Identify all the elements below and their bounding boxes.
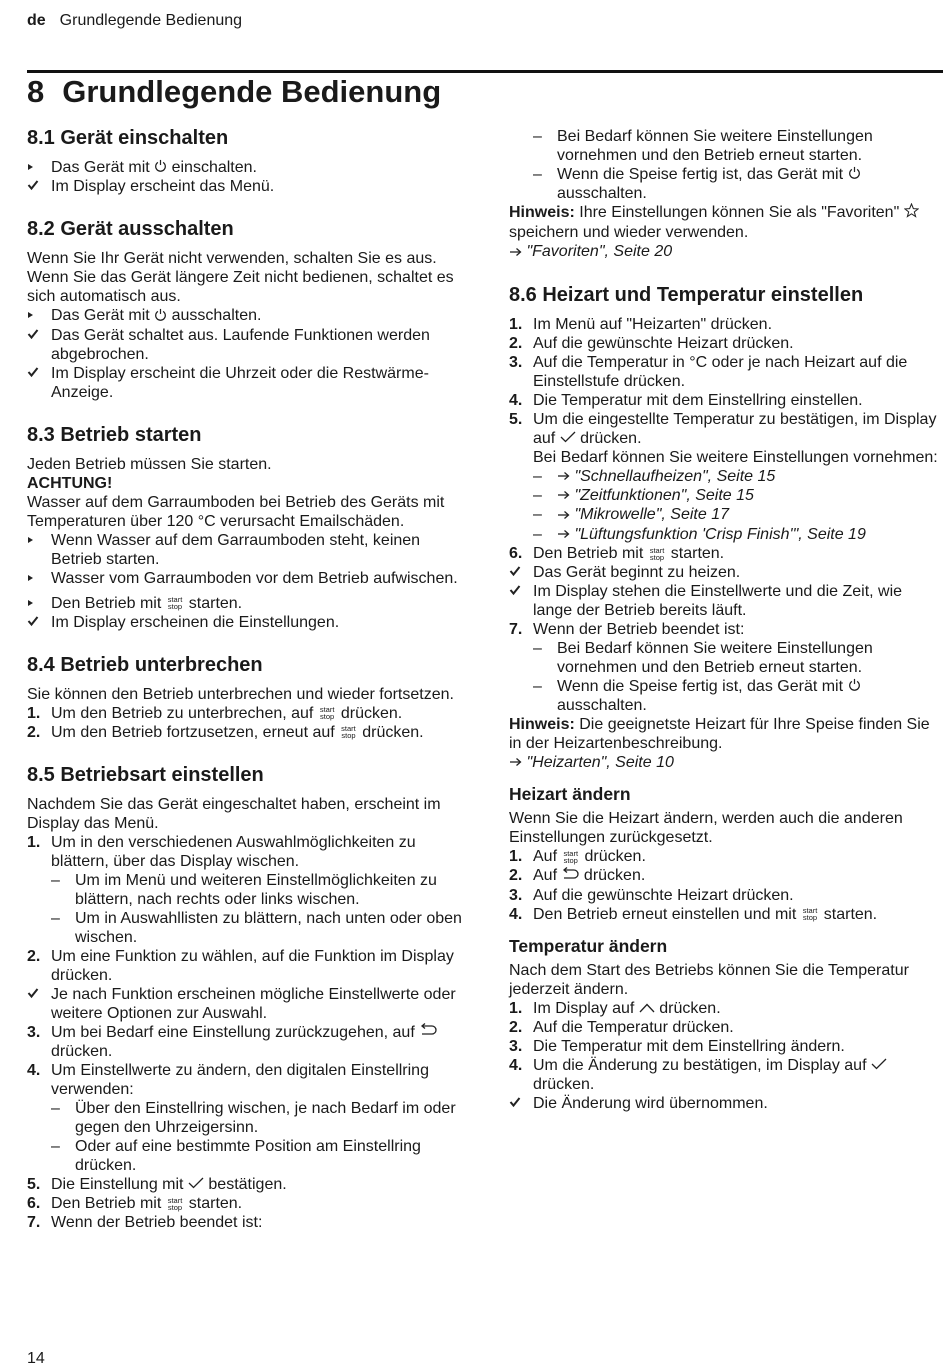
note: Hinweis: Die geeignetste Heizart für Ihre Speise finden Sie in der Heizartenbeschreibung. (509, 716, 930, 753)
numbered-step: 4. Um Einstellwerte zu ändern, den digitalen Einstellring verwenden: (27, 1061, 429, 1098)
header-rule (27, 70, 943, 73)
subsection-temperatur-title: Temperatur ändern (509, 935, 668, 956)
reference-arrow-icon (557, 525, 570, 544)
action-triangle-icon (27, 158, 49, 177)
note: Hinweis: Ihre Einstellungen können Sie als "Favoriten" speichern und wieder verwenden. (509, 203, 945, 242)
sub-step-reference[interactable]: – "Zeitfunktionen", Seite 15 (533, 487, 754, 505)
section-8-6-title: 8.6 Heizart und Temperatur einstellen (509, 283, 864, 306)
result-check-icon (27, 177, 49, 196)
reference-arrow-icon (557, 506, 570, 525)
numbered-step: 6. Den Betrieb mit start stop starten. (27, 1195, 243, 1213)
sub-step: – Um im Menü und weiteren Einstellmöglichkeiten zu blättern, nach rechts oder links wischen. (51, 871, 437, 908)
power-icon (154, 158, 167, 177)
checkmark-icon (560, 429, 576, 448)
page-number: 14 (27, 1350, 45, 1367)
section-8-1-title: 8.1 Gerät einschalten (27, 127, 229, 149)
checkmark-icon (188, 1175, 204, 1194)
numbered-step: 1. Im Menü auf "Heizarten" drücken. (509, 315, 773, 333)
start-stop-icon: start stop (319, 705, 335, 722)
result-check-icon (509, 582, 531, 601)
paragraph: Nach dem Start des Betriebs können Sie die Temperatur jederzeit ändern. (509, 961, 909, 998)
result-check-icon (27, 326, 49, 345)
section-8-3-title: 8.3 Betrieb starten (27, 423, 202, 446)
numbered-step: 2. Auf die gewünschte Heizart drücken. (509, 334, 794, 352)
result-step: Das Gerät beginnt zu heizen. (509, 563, 945, 582)
action-triangle-icon (27, 594, 49, 613)
sub-step: – Über den Einstellring wischen, je nach Bedarf im oder gegen den Uhrzeigersinn. (51, 1099, 456, 1136)
numbered-step: 4. Die Temperatur mit dem Einstellring einstellen. (509, 391, 863, 409)
reference-arrow-icon (557, 486, 570, 505)
chapter-title (27, 74, 441, 110)
action-step: Das Gerät mit ausschalten. (27, 306, 467, 325)
action-step: Den Betrieb mit start stop starten. (27, 594, 467, 613)
action-triangle-icon (27, 531, 49, 550)
warning-text: Wasser auf dem Garraumboden bei Betrieb des Geräts mit Temperaturen über 120 °C verursacht Emailschäden. (27, 493, 445, 530)
section-8-5-title: 8.5 Betriebsart einstellen (27, 763, 264, 786)
paragraph: Nachdem Sie das Gerät eingeschaltet haben, erscheint im Display das Menü. (27, 795, 441, 832)
paragraph: Wenn Sie Ihr Gerät nicht verwenden, schalten Sie es aus. Wenn Sie das Gerät längere Zeit nicht bedienen, schaltet es sich automatisch aus. (27, 250, 454, 306)
action-triangle-icon (27, 306, 49, 325)
numbered-step: 2. Auf drücken. (509, 867, 646, 885)
left-column (27, 126, 467, 1232)
power-icon (154, 307, 167, 326)
numbered-step: 2. Auf die Temperatur drücken. (509, 1018, 734, 1036)
numbered-step: 1. Im Display auf drücken. (509, 999, 721, 1017)
result-check-icon (27, 613, 49, 632)
paragraph: Wenn Sie die Heizart ändern, werden auch die anderen Einstellungen zurückgesetzt. (509, 810, 903, 847)
result-step: Die Änderung wird übernommen. (509, 1094, 945, 1113)
numbered-step: 3. Die Temperatur mit dem Einstellring ändern. (509, 1037, 845, 1055)
start-stop-icon: start stop (563, 849, 579, 866)
warning-title: ACHTUNG! (27, 474, 113, 492)
section-8-4-title: 8.4 Betrieb unterbrechen (27, 653, 263, 676)
sub-step-reference[interactable]: – "Schnellaufheizen", Seite 15 (533, 467, 776, 485)
header-title: Grundlegende Bedienung (59, 12, 243, 29)
page-header (27, 12, 242, 30)
reference-arrow-icon (557, 467, 570, 486)
numbered-step: 3. Auf die Temperatur in °C oder je nach Heizart auf die Einstellstufe drücken. (509, 353, 908, 390)
sub-step: – Wenn die Speise fertig ist, das Gerät mit ausschalten. (509, 165, 945, 203)
numbered-step: 1. Um den Betrieb zu unterbrechen, auf start stop drücken. (27, 704, 403, 722)
back-arrow-icon (419, 1023, 437, 1042)
start-stop-icon: start stop (167, 595, 183, 612)
checkmark-icon (871, 1056, 887, 1075)
numbered-step: 7. Wenn der Betrieb beendet ist: (509, 620, 745, 638)
result-step: Im Display erscheint die Uhrzeit oder die Restwärme-Anzeige. (27, 364, 467, 402)
sub-step: – Um in Auswahllisten zu blättern, nach unten oder oben wischen. (51, 909, 462, 946)
numbered-step: 7. Wenn der Betrieb beendet ist: (27, 1214, 263, 1232)
paragraph: Sie können den Betrieb unterbrechen und wieder fortsetzen. (27, 685, 454, 703)
result-check-icon (509, 563, 531, 582)
result-step: Im Display erscheint das Menü. (27, 177, 467, 196)
start-stop-icon: start stop (802, 906, 818, 923)
sub-step: – Bei Bedarf können Sie weitere Einstellungen vornehmen und den Betrieb erneut starten. (533, 128, 873, 164)
language-code: de (27, 12, 46, 29)
chevron-up-icon (639, 999, 655, 1018)
action-triangle-icon (27, 569, 49, 588)
numbered-step: 4. Um die Änderung zu bestätigen, im Display auf drücken. (509, 1056, 945, 1094)
sub-step: – Wenn die Speise fertig ist, das Gerät mit ausschalten. (509, 677, 945, 715)
numbered-step: 6. Den Betrieb mit start stop starten. (509, 544, 725, 562)
numbered-step: 3. Um bei Bedarf eine Einstellung zurückzugehen, auf drücken. (27, 1023, 467, 1061)
numbered-step: 5. Die Einstellung mit bestätigen. (27, 1175, 287, 1193)
chapter-title-text: Grundlegende Bedienung (62, 74, 442, 109)
action-step: Wenn Wasser auf dem Garraumboden steht, keinen Betrieb starten. (27, 531, 467, 569)
numbered-step: 2. Um eine Funktion zu wählen, auf die Funktion im Display drücken. (27, 947, 454, 984)
action-step: Wasser vom Garraumboden vor dem Betrieb aufwischen. (27, 569, 467, 588)
right-column (509, 127, 945, 1113)
sub-step: – Bei Bedarf können Sie weitere Einstellungen vornehmen und den Betrieb erneut starten. (533, 639, 873, 676)
numbered-step: 5. Um die eingestellte Temperatur zu bestätigen, im Display auf drücken. Bei Bedarf können Sie weitere Einstellungen vornehmen: (509, 410, 938, 466)
result-check-icon (27, 364, 49, 383)
sub-step-reference[interactable]: – "Lüftungsfunktion 'Crisp Finish'", Seite 19 (533, 525, 866, 543)
back-arrow-icon (561, 867, 579, 886)
start-stop-icon: start stop (341, 724, 356, 741)
numbered-step: 1. Um in den verschiedenen Auswahlmöglichkeiten zu blättern, über das Display wischen. (27, 833, 416, 870)
start-stop-icon: start stop (649, 545, 665, 562)
result-step: Das Gerät schaltet aus. Laufende Funktionen werden abgebrochen. (27, 326, 467, 364)
cross-reference-link[interactable]: "Favoriten", Seite 20 (509, 242, 945, 261)
numbered-step: 3. Auf die gewünschte Heizart drücken. (509, 886, 794, 904)
numbered-step: 4. Den Betrieb erneut einstellen und mit start stop starten. (509, 905, 878, 923)
result-check-icon (27, 985, 49, 1004)
power-icon (848, 677, 861, 696)
result-step: Je nach Funktion erscheinen mögliche Einstellwerte oder weitere Optionen zur Auswahl. (27, 985, 467, 1023)
subsection-heizart-title: Heizart ändern (509, 784, 631, 805)
paragraph: Jeden Betrieb müssen Sie starten. (27, 455, 272, 473)
result-step: Im Display erscheinen die Einstellungen. (27, 613, 467, 632)
result-step: Im Display stehen die Einstellwerte und die Zeit, wie lange der Betrieb bereits läuft. (509, 582, 945, 620)
start-stop-icon: start stop (167, 1195, 183, 1212)
sub-step: – Oder auf eine bestimmte Position am Einstellring drücken. (51, 1137, 421, 1174)
reference-arrow-icon (509, 753, 522, 772)
cross-reference-link[interactable]: "Heizarten", Seite 10 (509, 753, 945, 772)
power-icon (848, 165, 861, 184)
chapter-number: 8 (27, 74, 45, 109)
action-step: Das Gerät mit einschalten. (27, 158, 467, 177)
result-check-icon (509, 1094, 531, 1113)
star-icon (904, 203, 919, 223)
numbered-step: 2. Um den Betrieb fortzusetzen, erneut auf start stop drücken. (27, 723, 424, 741)
sub-step-reference[interactable]: – "Mikrowelle", Seite 17 (533, 506, 729, 524)
numbered-step: 1. Auf start stop drücken. (509, 848, 646, 866)
section-8-2-title: 8.2 Gerät ausschalten (27, 218, 234, 241)
reference-arrow-icon (509, 243, 522, 262)
